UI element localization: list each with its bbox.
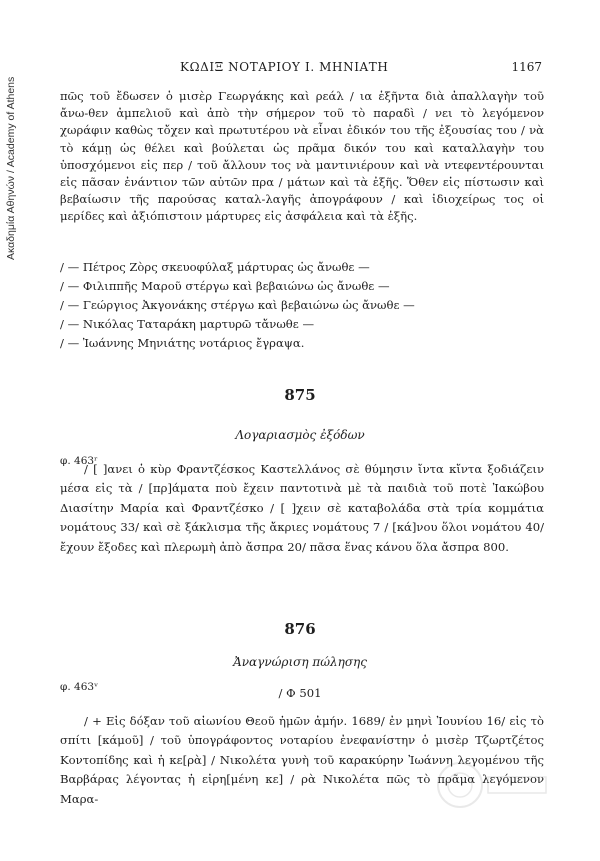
library-stamp	[430, 755, 550, 815]
signature-line: / — Γεώργιος Ἀκγονάκης στέργω καὶ βεβαιώνω ὡς ἄνωθε —	[60, 298, 415, 312]
document-body: / [ ]ανει ὁ κὺρ Φραντζέσκος Καστελλάνος σὲ θύμησιν ἴντα κἴντα ξοδιάζειν μέσα εἰς τὰ / [πρ]άματα ποὺ ἔχειν παντοτινὰ μὲ τὰ παιδιὰ τοῦ ποτὲ Ἰακώβου Διασίτην Μαρία καὶ Φραντζέσκο / [ ]χειν σὲ καταβολάδα στὰ τρία κομμάτια νομάτους 33/ καὶ σὲ ξάκλισμα τῆς ἄκριες νομάτους 7 / [κά]νου ὅλοι νομάτου 40/ ἔχουν ἔξοδες καὶ πλερωμὴ ἀπὸ ἄσπρα 20/ πᾶσα ἕνας κάνου ὅλα ἄσπρα 800.	[60, 462, 544, 554]
signature-line: / — Φιλιππῆς Μαροῦ στέργω καὶ βεβαιώνω ὡς ἄνωθε —	[60, 279, 390, 293]
running-head: ΚΩΔΙΞ ΝΟΤΑΡΙΟΥ Ι. ΜΗΝΙΑΤΗ	[180, 60, 389, 74]
document-number: 876	[284, 620, 316, 638]
document-title: Λογαριασμὸς ἐξόδων	[235, 428, 365, 442]
document-body: / + Εἰς δόξαν τοῦ αἰωνίου Θεοῦ ἡμῶν ἀμήν. 1689/ ἐν μηνὶ Ἰουνίου 16/ εἰς τὸ σπίτι [κάμοῦ] / τοῦ ὑπογράφοντος νοταρίου ἐνεφανίστην ὁ μισὲρ Τζωρτζέτος Κοντοπίδης καὶ ἡ κε[ρὰ] / Νικολέτα γυνὴ τοῦ καρακύρην Ἰωάννη λεγομένου τῆς Βαρβάρας λέγοντας ἡ εἰρη[μένη κε] / ρὰ Νικολέτα πῶς τὸ πρᾶμα λεγόμενον Μαρα-	[60, 714, 544, 806]
continuation-paragraph: πῶς τοῦ ἔδωσεν ὁ μισὲρ Γεωργάκης καὶ ρεάλ / ια ἑξῆντα διὰ ἀπαλλαγὴν τοῦ ἄνω-θεν ἀμπελιοῦ καὶ ἀπὸ τὴν σήμερον τοῦ τὸ παραδὶ / νει τὸ λεγόμενον χωράφιν καθὼς τὄχεν καὶ πρωτυτέρου νὰ εἶναι ἐδικόν του τῆς ἐξουσίας του / νὰ τὸ κάμῃ ὡς θέλει καὶ βούλεται ὡς πρᾶμα δικόν του καὶ καταλλαγὴν του ὑποσχόμενοι εἰς περ / τοῦ ἄλλουν τος νὰ μαντινιέρουν καὶ νὰ ντεφεντέρουνται εἰς πᾶσαν ἐνάντιον τῶν αὐτῶν πρα / μάτων καὶ τὰ ἐξῆς. Ὅθεν εἰς πίστωσιν καὶ βεβαίωσιν τῆς παρούσας καταλ-λαγῆς ἀπογράφουν / καὶ ἰδιοχείρως τος οἱ μερίδες καὶ ἀξιόπιστοιν μάρτυρες εἰς ἀσφάλεια καὶ τὰ ἑξῆς.	[60, 89, 544, 224]
signature-line: / — Πέτρος Ζὸρς σκευοφύλαξ μάρτυρας ὡς ἄνωθε —	[60, 260, 370, 274]
folio-reference: φ. 463ʳ	[60, 455, 98, 467]
document-title: Ἀναγνώριση πώλησης	[233, 655, 367, 669]
sub-reference: / Φ 501	[278, 686, 322, 700]
signature-list	[60, 258, 415, 353]
archive-watermark: Ακαδημία Αθηνών / Academy of Athens	[5, 76, 17, 260]
signature-line: / — Νικόλας Ταταράκη μαρτυρῶ τἄνωθε —	[60, 317, 315, 331]
folio-reference: φ. 463ᵛ	[60, 681, 98, 693]
signature-line: / — Ἰωάννης Μηνιάτης νοτάριος ἔγραψα.	[60, 336, 305, 350]
page-number: 1167	[511, 60, 542, 74]
document-number: 875	[284, 386, 316, 404]
